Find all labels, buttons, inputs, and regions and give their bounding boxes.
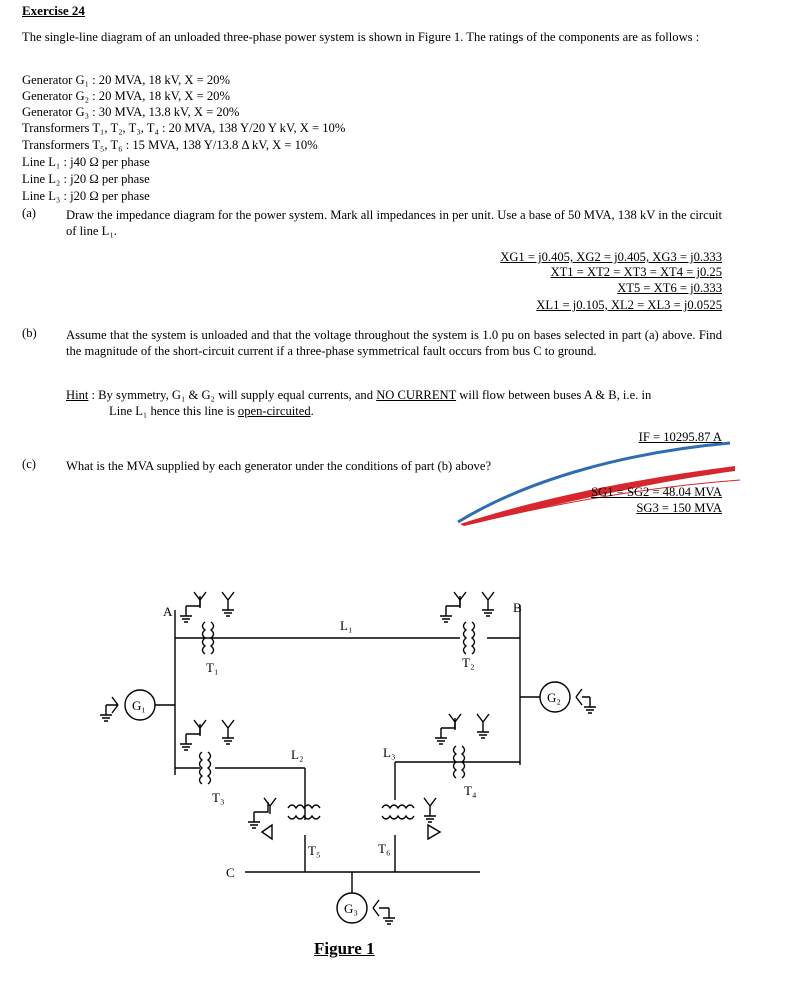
exercise-title: Exercise 24 <box>22 3 85 18</box>
t3-label: T₃ <box>212 790 225 805</box>
rating-g1: Generator G₁ : 20 MVA, 18 kV, X = 20% <box>22 73 230 87</box>
answer-a-line4: XL1 = j0.105, XL2 = XL3 = j0.0525 <box>536 298 722 312</box>
figure-caption: Figure 1 <box>314 939 375 958</box>
hint-open-circuited: open-circuited <box>237 404 311 418</box>
rating-l1: Line L₁ : j40 Ω per phase <box>22 155 150 169</box>
rating-l2: Line L₂ : j20 Ω per phase <box>22 172 150 186</box>
part-a-label: (a) <box>22 206 36 220</box>
answer-a-line1: XG1 = j0.405, XG2 = j0.405, XG3 = j0.333 <box>500 250 722 264</box>
part-c-text: What is the MVA supplied by each generator under the conditions of part (b) above? <box>66 459 492 473</box>
hint-text-1: : By symmetry, G₁ & G₂ will supply equal currents, and <box>88 388 377 402</box>
line-l1-label: L₁ <box>340 618 353 633</box>
hint-text-3: Line L₁ hence this line is <box>109 404 238 418</box>
hint-no-current: NO CURRENT <box>376 388 457 402</box>
g3-label: G₃ <box>344 901 358 916</box>
answer-c-line1: SG1 = SG2 = 48.04 MVA <box>591 485 722 499</box>
hint-text-2: will flow between buses A & B, i.e. in <box>456 388 652 402</box>
single-line-diagram <box>0 575 794 945</box>
t4-label: T₄ <box>464 783 477 798</box>
t1-label: T₁ <box>206 660 219 675</box>
intro-paragraph: The single-line diagram of an unloaded three-phase power system is shown in Figure 1. The ratings of the components are as follows : <box>22 30 700 44</box>
hint-end: . <box>310 404 314 418</box>
g1-label: G₁ <box>132 698 146 713</box>
part-b-label: (b) <box>22 326 37 340</box>
t5-label: T₅ <box>308 843 321 858</box>
answer-a-line3: XT5 = XT6 = j0.333 <box>617 281 722 295</box>
bus-b-label: B <box>513 600 522 615</box>
g2-label: G₂ <box>547 690 561 705</box>
answer-a-line2: XT1 = XT2 = XT3 = XT4 = j0.25 <box>550 265 722 279</box>
hint <box>66 387 722 419</box>
part-a-text: Draw the impedance diagram for the power system. Mark all impedances in per unit. Use a base of 50 MVA, 138 kV in the circuit of line L₁. <box>66 208 722 238</box>
rating-l3: Line L₃ : j20 Ω per phase <box>22 189 150 203</box>
t6-label: T₆ <box>378 841 391 856</box>
t2-label: T₂ <box>462 655 475 670</box>
line-l3-label: L₃ <box>383 745 396 760</box>
rating-t1-t4: Transformers T₁, T₂, T₃, T₄ : 20 MVA, 138 Y/20 Y kV, X = 10% <box>22 121 346 135</box>
hint-label: Hint <box>66 388 89 402</box>
answer-c-line2: SG3 = 150 MVA <box>636 501 722 515</box>
line-l2-label: L₂ <box>291 747 304 762</box>
part-c-label: (c) <box>22 457 36 471</box>
rating-g3: Generator G₃ : 30 MVA, 13.8 kV, X = 20% <box>22 105 240 119</box>
bus-a-label: A <box>163 604 173 619</box>
part-b-text: Assume that the system is unloaded and that the voltage throughout the system is 1.0 pu on bases selected in part (a) above. Find the magnitude of the short-circuit current if a three-phase symmetrical fault occurs from bus C to ground. <box>66 328 722 358</box>
answer-b: IF = 10295.87 A <box>638 430 722 444</box>
rating-g2: Generator G₂ : 20 MVA, 18 kV, X = 20% <box>22 89 230 103</box>
bus-c-label: C <box>226 865 235 880</box>
rating-t5-t6: Transformers T₅, T₆ : 15 MVA, 138 Y/13.8 Δ kV, X = 10% <box>22 138 318 152</box>
